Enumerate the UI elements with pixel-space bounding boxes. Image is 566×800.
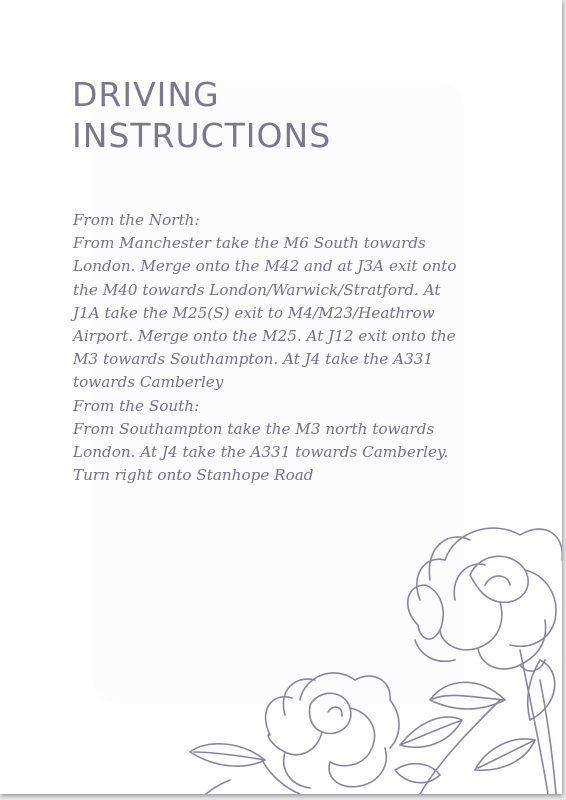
- direction-line: the M40 towards London/Warwick/Stratford. At: [73, 280, 441, 299]
- title-line-1: DRIVING: [72, 75, 220, 114]
- direction-line: J1A take the M25(S) exit to M4/M23/Heathrow: [73, 303, 435, 322]
- direction-line: Airport. Merge onto the M25. At J12 exit onto the: [73, 327, 456, 346]
- direction-line: From Southampton take the M3 north towards: [73, 419, 435, 438]
- direction-line: M3 towards Southampton. At J4 take the A331: [73, 350, 434, 369]
- direction-line: From Manchester take the M6 South towards: [73, 234, 426, 253]
- title-line-2: INSTRUCTIONS: [72, 116, 332, 155]
- direction-heading-south: From the South:: [73, 396, 200, 415]
- direction-line: London. Merge onto the M42 and at J3A exit onto: [73, 257, 457, 276]
- direction-line: London. At J4 take the A331 towards Camberley.: [73, 443, 449, 462]
- direction-line: Turn right onto Stanhope Road: [73, 466, 314, 485]
- direction-line: towards Camberley: [73, 373, 224, 392]
- direction-heading-north: From the North:: [73, 211, 200, 229]
